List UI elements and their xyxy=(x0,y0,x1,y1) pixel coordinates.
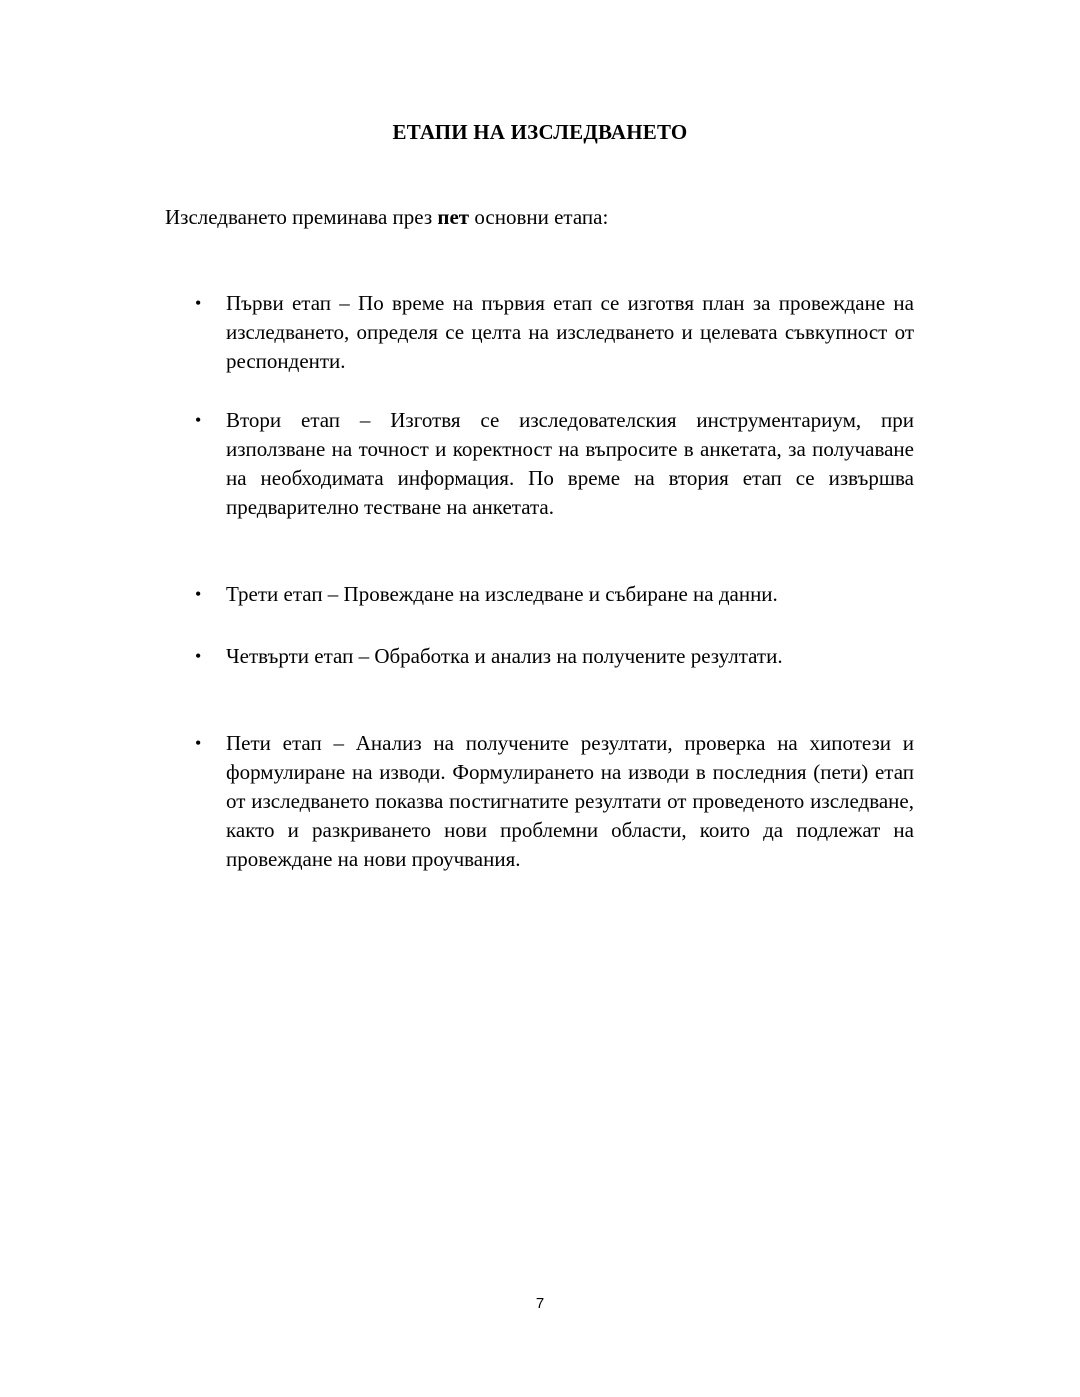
page-number: 7 xyxy=(535,1295,545,1312)
stage-list-item-5 xyxy=(195,729,914,874)
stage-list-item-1 xyxy=(195,289,914,376)
intro-bold-word: пет xyxy=(437,205,470,229)
bullet-icon: • xyxy=(195,293,202,313)
bullet-icon: • xyxy=(195,733,202,753)
stage-text-5: Пети етап – Анализ на получените резултати, проверка на хипотези и формулиране на изводи. Формулирането на изводи в последния (пети) етап от изследването показва постигнатите резултати от проведеното изследване, както и разкриването нови проблемни области, които да подлежат на провеждане на нови проучвания. xyxy=(226,731,914,871)
bullet-icon: • xyxy=(195,646,202,666)
stage-text-4: Четвърти етап – Обработка и анализ на получените резултати. xyxy=(226,644,783,668)
stage-text-1: Първи етап – По време на първия етап се изготвя план за провеждане на изследването, определя се целта на изследването и целевата съвкупност от респонденти. xyxy=(226,291,914,373)
stage-text-2: Втори етап – Изготвя се изследователския инструментариум, при използване на точност и коректност на въпросите в анкетата, за получаване на необходимата информация. По време на втория етап се извършва предварително тестване на анкетата. xyxy=(226,408,914,519)
intro-text-before: Изследването преминава през xyxy=(165,205,438,229)
stage-list-item-2 xyxy=(195,406,914,522)
intro-text-after: основни етапа: xyxy=(469,205,609,229)
page-title: ЕТАПИ НА ИЗСЛЕДВАНЕТО xyxy=(392,120,688,144)
intro-paragraph xyxy=(165,202,925,232)
bullet-icon: • xyxy=(195,584,202,604)
bullet-icon: • xyxy=(195,410,202,430)
stage-list-item-4 xyxy=(195,642,914,671)
stage-text-3: Трети етап – Провеждане на изследване и събиране на данни. xyxy=(226,582,778,606)
stage-list-item-3 xyxy=(195,580,914,609)
